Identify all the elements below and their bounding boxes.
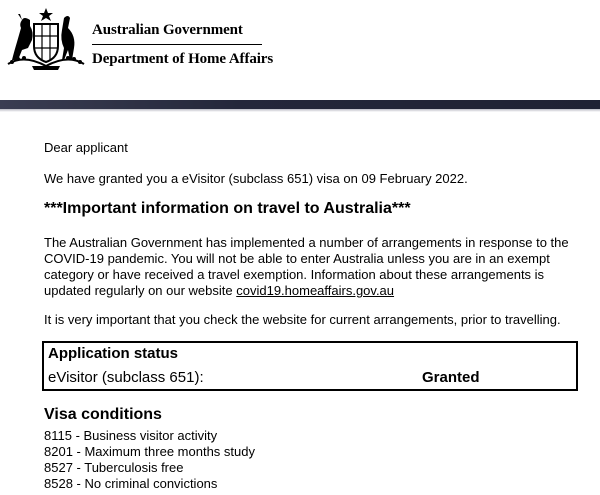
government-title: Australian Government <box>92 22 243 38</box>
application-status-box <box>42 341 578 391</box>
list-item: 8528 - No criminal convictions <box>44 476 218 491</box>
status-title: Application status <box>48 345 179 362</box>
header-band <box>0 100 600 109</box>
page-header <box>0 0 600 100</box>
department-title: Department of Home Affairs <box>92 51 274 67</box>
visa-conditions-list <box>44 428 255 492</box>
covid-paragraph <box>44 235 584 299</box>
status-visa-label: eVisitor (subclass 651): <box>48 369 204 386</box>
status-value: Granted <box>422 369 480 386</box>
visa-conditions-heading: Visa conditions <box>44 406 162 423</box>
list-item: 8201 - Maximum three months study <box>44 444 255 459</box>
covid-website-link[interactable]: covid19.homeaffairs.gov.au <box>236 283 395 298</box>
header-band-shadow <box>0 109 600 112</box>
grant-notice: We have granted you a eVisitor (subclass 651) visa on 09 February 2022. <box>44 171 468 186</box>
important-heading: ***Important information on travel to Australia*** <box>44 200 411 217</box>
covid-text: The Australian Government has implemented a number of arrangements in response to the COVID-19 pandemic. You will not be able to enter Australia unless you are in an exempt category or have received a travel exemption. Information about these arrangements is updated regularly on our website <box>44 235 569 298</box>
salutation: Dear applicant <box>44 140 128 155</box>
list-item: 8527 - Tuberculosis free <box>44 460 184 475</box>
list-item: 8115 - Business visitor activity <box>44 428 218 443</box>
check-website-notice: It is very important that you check the website for current arrangements, prior to travelling. <box>44 312 561 327</box>
header-divider <box>92 44 262 45</box>
coat-of-arms-icon <box>4 6 88 72</box>
